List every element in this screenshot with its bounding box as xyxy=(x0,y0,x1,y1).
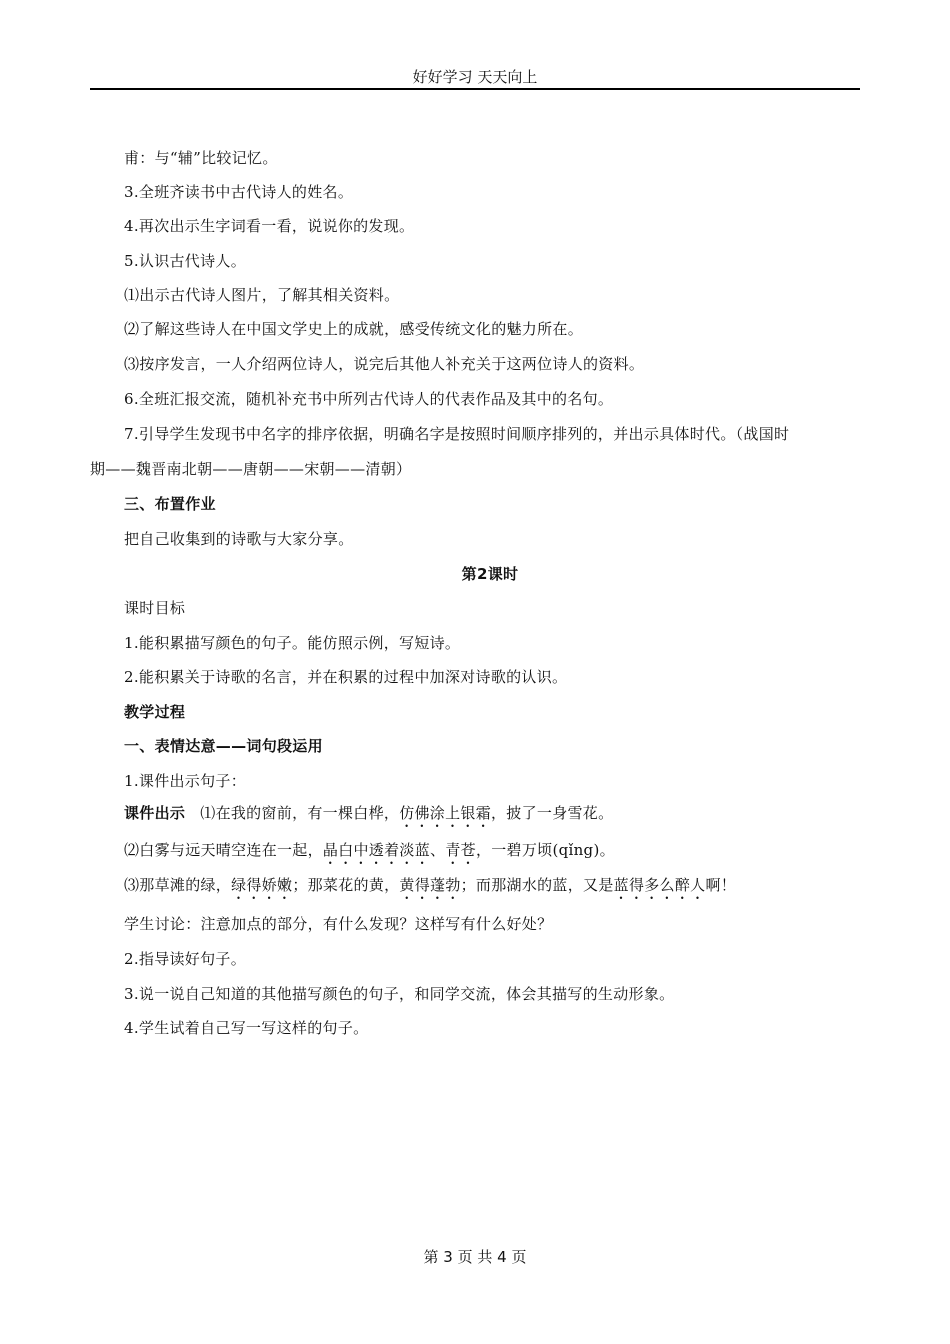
text-line: 课时目标 xyxy=(124,599,186,617)
emphasis-text: 蓝得多么醉人 xyxy=(613,876,706,894)
text-line: 甫：与“辅”比较记忆。 xyxy=(124,149,278,167)
text-line: 4.再次出示生字词看一看，说说你的发现。 xyxy=(124,217,415,235)
emphasis-text: 晶白中透着淡蓝 xyxy=(322,841,431,859)
text-line: 学生讨论：注意加点的部分，有什么发现？这样写有什么好处？ xyxy=(124,915,553,933)
text-line: 2.指导读好句子。 xyxy=(124,950,247,968)
example-text: ；那菜花的黄， xyxy=(292,876,400,894)
text-line: 4.学生试着自己写一写这样的句子。 xyxy=(124,1019,369,1037)
example-line xyxy=(124,874,736,903)
example-text: ，一碧万顷(qǐng)。 xyxy=(475,841,615,859)
example-text: 啊！ xyxy=(705,876,737,894)
section-heading: 一、表情达意——词句段运用 xyxy=(124,737,323,755)
lesson-title: 第2课时 xyxy=(461,565,519,583)
text-line: ⑴出示古代诗人图片，了解其相关资料。 xyxy=(124,286,400,304)
example-text: ，披了一身雪花。 xyxy=(491,804,614,822)
text-line: 6.全班汇报交流，随机补充书中所列古代诗人的代表作品及其中的名句。 xyxy=(124,390,614,408)
text-line: 期——魏晋南北朝——唐朝——宋朝——清朝） xyxy=(90,460,412,478)
text-line: ⑵了解这些诗人在中国文学史上的成就，感受传统文化的魅力所在。 xyxy=(124,320,584,338)
example-line xyxy=(124,839,615,868)
text-line: 5.认识古代诗人。 xyxy=(124,252,247,270)
courseware-label: 课件出示 xyxy=(124,804,186,822)
emphasis-text: 绿得娇嫩 xyxy=(231,876,293,894)
text-line: ⑶按序发言，一人介绍两位诗人，说完后其他人补充关于这两位诗人的资料。 xyxy=(124,355,645,373)
page-footer: 第 3 页 共 4 页 xyxy=(423,1248,527,1266)
text-line: 1.能积累描写颜色的句子。能仿照示例，写短诗。 xyxy=(124,634,461,652)
section-heading: 三、布置作业 xyxy=(124,495,216,513)
courseware-line xyxy=(124,802,613,831)
example-text: ⑶那草滩的绿， xyxy=(124,876,232,894)
page-header: 好好学习 天天向上 xyxy=(412,68,538,86)
text-line: 3.全班齐读书中古代诗人的姓名。 xyxy=(124,183,354,201)
emphasis-text: 黄得蓬勃 xyxy=(399,876,461,894)
text-line: 2.能积累关于诗歌的名言，并在积累的过程中加深对诗歌的认识。 xyxy=(124,668,568,686)
emphasis-text: 青苍 xyxy=(445,841,476,859)
text-line: 1.课件出示句子： xyxy=(124,772,247,790)
example-text: ；而那湖水的蓝，又是 xyxy=(460,876,614,894)
example-text: ⑴在我的窗前，有一棵白桦， xyxy=(200,804,400,822)
text-line: 3.说一说自己知道的其他描写颜色的句子，和同学交流，体会其描写的生动形象。 xyxy=(124,985,675,1003)
text-line: 7.引导学生发现书中名字的排序依据，明确名字是按照时间顺序排列的，并出示具体时代。（战国时 xyxy=(124,425,790,443)
header-rule xyxy=(90,88,860,90)
emphasis-text: 仿佛涂上银霜 xyxy=(399,804,491,822)
example-text: ⑵白雾与远天晴空连在一起， xyxy=(124,841,323,859)
section-heading: 教学过程 xyxy=(124,703,186,721)
text-line: 把自己收集到的诗歌与大家分享。 xyxy=(124,530,354,548)
example-text: 、 xyxy=(430,841,446,859)
